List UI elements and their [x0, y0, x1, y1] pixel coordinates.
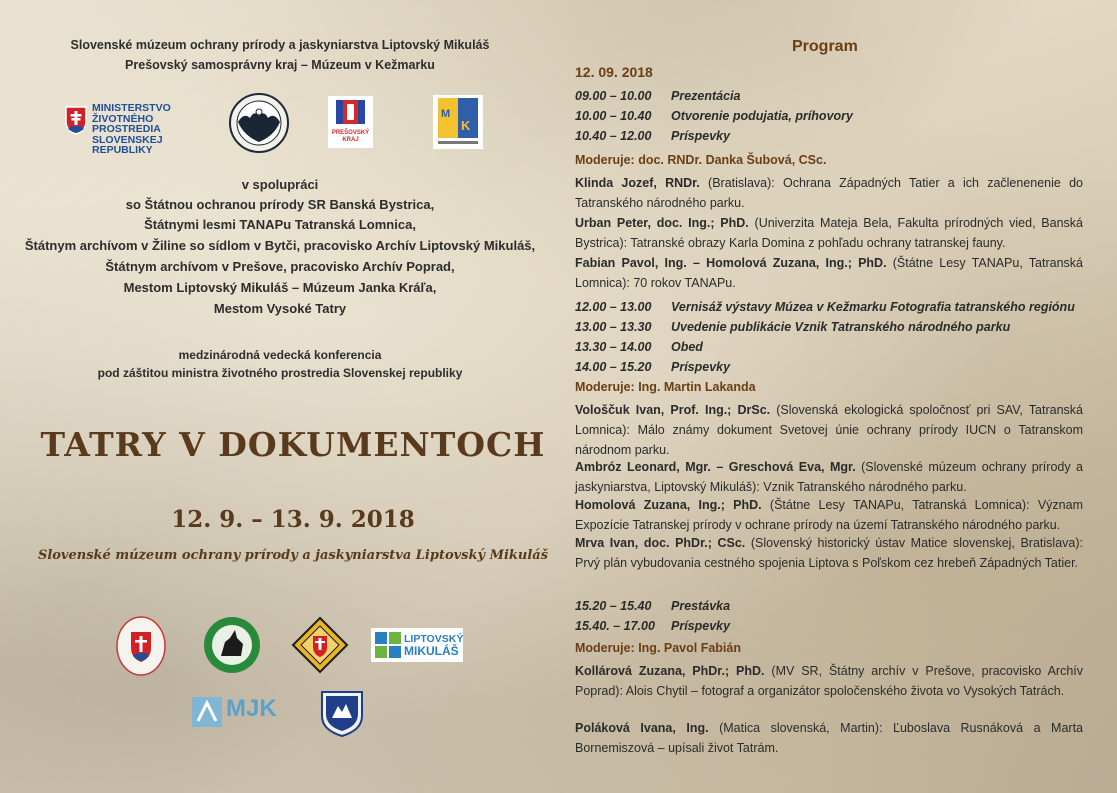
schedule-time: 13.00 – 13.30 — [575, 320, 652, 334]
schedule-row — [575, 297, 1083, 317]
vysoke-tatry-emblem-icon — [318, 688, 366, 738]
liptovsky-logo-text-1: LIPTOVSKÝ — [404, 633, 464, 645]
schedule-time: 10.00 – 10.40 — [575, 109, 652, 123]
schedule-row — [575, 317, 1083, 337]
schedule-label: Prestávka — [671, 599, 731, 613]
schedule-time: 15.20 – 15.40 — [575, 599, 652, 613]
liptovsky-mikulas-logo — [371, 628, 463, 662]
cooperation-line-4: Štátnym archívom v Prešove, pracovisko Archív Poprad, — [105, 259, 455, 274]
mjk-logo-text: MJK — [226, 695, 277, 722]
schedule-row — [575, 106, 1083, 126]
talk-author: Homolová Zuzana, Ing.; PhD. — [575, 498, 762, 512]
schedule-row — [575, 357, 1083, 377]
schedule-label: Uvedenie publikácie Vznik Tatranského národného parku — [671, 320, 1011, 334]
presov-logo-text-1: PREŠOVSKÝ — [331, 130, 370, 136]
conference-title: TATRY V DOKUMENTOCH — [40, 425, 546, 464]
talk-text: (Bratislava): Ochrana Západných Tatier a ich začlenenenie do Tatranského národného parku. — [575, 176, 1084, 210]
talk-item — [575, 457, 1083, 497]
ministry-logo-text-3: SLOVENSKEJ REPUBLIKY — [92, 133, 163, 156]
talk-author: Ambróz Leonard, Mgr. – Greschová Eva, Mgr. — [575, 460, 856, 474]
slovak-coat-of-arms-icon — [64, 105, 88, 135]
cooperation-line-2: Štátnymi lesmi TANAPu Tatranská Lomnica, — [144, 217, 416, 232]
cooperation-line-5: Mestom Liptovský Mikuláš – Múzeum Janka Kráľa, — [123, 280, 437, 295]
moderator-3: Moderuje: Ing. Pavol Fabián — [575, 641, 741, 655]
talk-text: (Štátne Lesy TANAPu, Tatranská Lomnica): Význam Expozície Tatranskej prírody v ochrane prírody na území Tatranského národného parku. — [575, 498, 1083, 532]
schedule-time: 14.00 – 15.20 — [575, 360, 652, 374]
schedule-label: Vernisáž výstavy Múzea v Kežmarku Fotografia tatranského regiónu — [671, 300, 1075, 314]
organizer-line-2: Prešovský samosprávny kraj – Múzeum v Kežmarku — [125, 58, 435, 72]
schedule-label: Prezentácia — [671, 89, 741, 103]
talk-item — [575, 661, 1083, 701]
kezmarok-emblem-icon — [433, 95, 483, 149]
organizer-line-1: Slovenské múzeum ochrany prírody a jaskyniarstva Liptovský Mikuláš — [70, 38, 490, 52]
presov-emblem-icon — [328, 98, 373, 128]
program-day: 12. 09. 2018 — [575, 64, 653, 80]
ministry-logo-text-2: ŽIVOTNÉHO PROSTREDIA — [92, 112, 161, 135]
bat-icon — [228, 92, 290, 154]
talk-author: Kollárová Zuzana, PhDr.; PhD. — [575, 664, 765, 678]
schedule-time: 15.40. – 17.00 — [575, 619, 655, 633]
mikulas-emblem-icon — [375, 632, 401, 658]
mjk-logo — [192, 695, 292, 729]
talk-item — [575, 718, 1083, 758]
chamois-icon — [203, 616, 261, 674]
schedule-label: Príspevky — [671, 129, 731, 143]
presov-logo-text-2: KRAJ — [342, 137, 359, 143]
liptovsky-logo-text-2: MIKULÁŠ — [404, 644, 459, 658]
sop-sr-logo — [116, 616, 166, 676]
talk-author: Mrva Ivan, doc. PhDr.; CSc. — [575, 536, 746, 550]
archive-logo — [291, 616, 349, 674]
talk-text: (Univerzita Mateja Bela, Fakulta prírodných vied, Banská Bystrica): Tatranské obrazy Karla Domina z pohľadu ochrany tatranskej fauny. — [575, 216, 1083, 250]
schedule-time: 13.30 – 14.00 — [575, 340, 652, 354]
talk-item — [575, 213, 1083, 253]
conference-dates: 12. 9. – 13. 9. 2018 — [171, 506, 415, 533]
museum-bat-logo — [228, 92, 290, 154]
schedule-label: Otvorenie podujatia, príhovory — [671, 109, 853, 123]
talk-item — [575, 495, 1083, 535]
talk-author: Urban Peter, doc. Ing.; PhD. — [575, 216, 749, 230]
statne-lesy-tanap-logo — [203, 616, 261, 674]
mjk-emblem-icon — [192, 697, 222, 727]
talk-text: (Slovenské múzeum ochrany prírody a jaskyniarstva, Liptovský Mikuláš): Vznik Tatranského národného parku. — [575, 460, 1083, 494]
cooperation-heading: v spolupráci — [241, 177, 319, 192]
schedule-row — [575, 616, 1083, 636]
cooperation-line-3: Štátnym archívom v Žiline so sídlom v Bytči, pracovisko Archív Liptovský Mikuláš, — [24, 238, 536, 253]
schedule-label: Obed — [671, 340, 703, 354]
archive-emblem-icon — [291, 616, 349, 674]
program-title: Program — [792, 38, 858, 55]
talk-text: (MV SR, Štátny archív v Prešove, pracovisko Archív Poprad): Alois Chytil – fotograf a organizátor spoločenského života vo Vysokých Tatrách. — [575, 664, 1084, 698]
sop-emblem-icon — [116, 616, 166, 676]
schedule-row — [575, 596, 1083, 616]
vysoke-tatry-logo — [318, 688, 366, 738]
schedule-time: 09.00 – 10.00 — [575, 89, 652, 103]
schedule-label: Príspevky — [671, 619, 731, 633]
svg-text:M: M — [441, 108, 451, 120]
talk-text: (Štátne Lesy TANAPu, Tatranská Lomnica): 70 rokov TANAPu. — [575, 256, 1083, 290]
schedule-row — [575, 337, 1083, 357]
talk-text: (Slovenská ekologická spoločnosť pri SAV, Tatranská Lomnica): Málo známy dokument Svetovej únie ochrany prírody IUCN o Tatranskom národnom parku. — [575, 403, 1083, 457]
talk-text: (Slovenský historický ústav Matice slovenskej, Bratislava): Prvý plán vybudovania cestného spojenia Liptova s Poľskom cez hrebeň Západných Tatier. — [575, 536, 1083, 570]
muzeum-kezmarok-logo — [433, 95, 483, 149]
cooperation-line-6: Mestom Vysoké Tatry — [213, 301, 347, 316]
moderator-1: Moderuje: doc. RNDr. Danka Šubová, CSc. — [575, 153, 827, 167]
talk-item — [575, 253, 1083, 293]
moderator-2: Moderuje: Ing. Martin Lakanda — [575, 380, 756, 394]
talk-author: Vološčuk Ivan, Prof. Ing.; DrSc. — [575, 403, 771, 417]
talk-item — [575, 400, 1083, 460]
cooperation-line-1: so Štátnou ochranou prírody SR Banská Bystrica, — [125, 197, 435, 212]
talk-item — [575, 173, 1083, 213]
ministry-logo-text-1: MINISTERSTVO — [92, 102, 171, 114]
talk-author: Klinda Jozef, RNDr. — [575, 176, 700, 190]
schedule-label: Príspevky — [671, 360, 731, 374]
schedule-row — [575, 126, 1083, 146]
talk-text: (Matica slovenská, Martin): Ľuboslava Rusnáková a Marta Bornemiszová – upísali život Tatrám. — [575, 721, 1083, 755]
conference-patronage: pod záštitou ministra životného prostredia Slovenskej republiky — [97, 366, 463, 380]
talk-author: Poláková Ivana, Ing. — [575, 721, 709, 735]
schedule-row — [575, 86, 1083, 106]
presov-kraj-logo — [328, 96, 373, 148]
ministry-logo — [64, 102, 224, 156]
schedule-time: 10.40 – 12.00 — [575, 129, 652, 143]
schedule-time: 12.00 – 13.00 — [575, 300, 652, 314]
conference-venue: Slovenské múzeum ochrany prírody a jaskyniarstva Liptovský Mikuláš — [37, 548, 549, 563]
talk-author: Fabian Pavol, Ing. – Homolová Zuzana, Ing.; PhD. — [575, 256, 887, 270]
talk-item — [575, 533, 1083, 573]
svg-text:K: K — [461, 118, 471, 133]
conference-type: medzinárodná vedecká konferencia — [178, 348, 382, 362]
program-panel — [560, 0, 1117, 793]
